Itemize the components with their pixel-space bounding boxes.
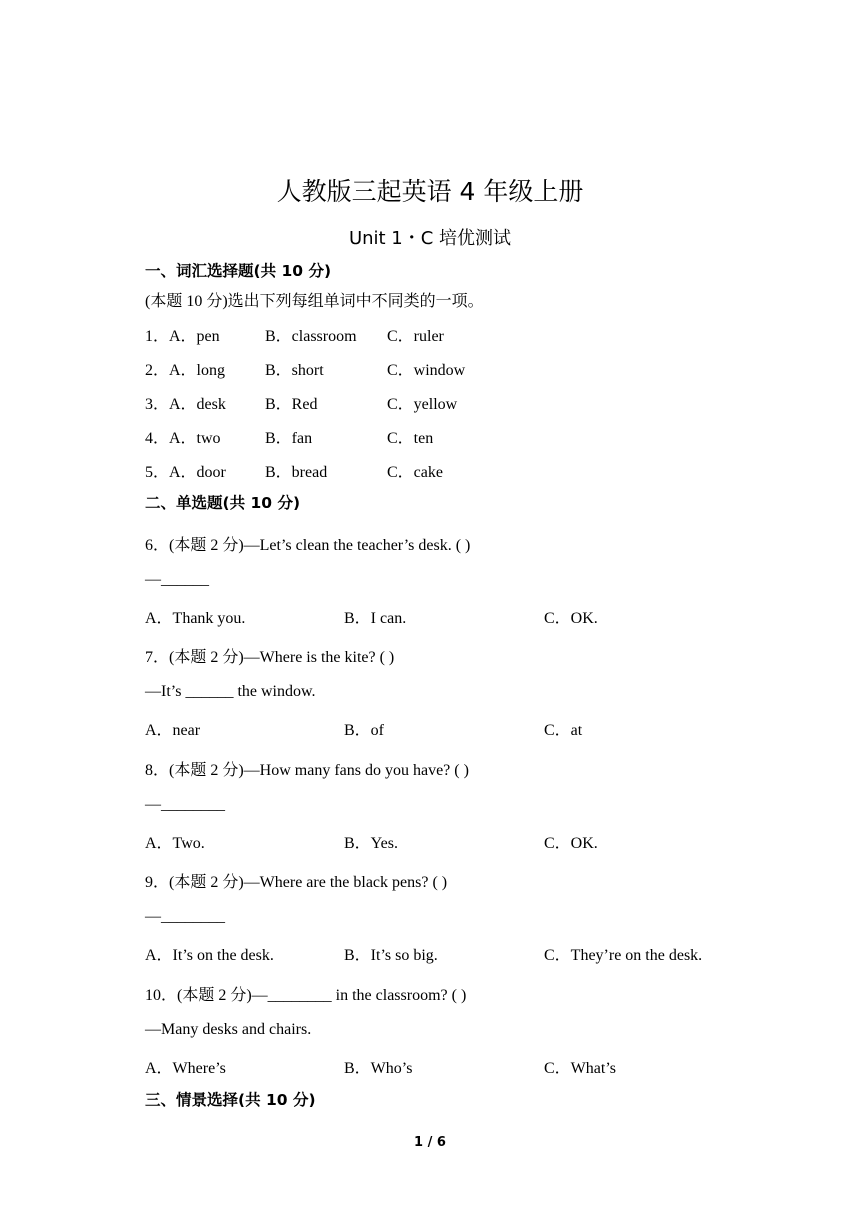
question-8-stem: 8．(本题 2 分)—How many fans do you have? ( ) xyxy=(145,762,469,779)
question-4-option-c: C．ten xyxy=(387,430,434,447)
question-9-response: —________ xyxy=(145,908,225,925)
question-9-option-c: C．They’re on the desk. xyxy=(544,947,703,964)
question-8-option-a: A．Two. xyxy=(145,835,205,852)
question-10-option-c: C．What’s xyxy=(544,1060,616,1077)
question-10-stem: 10．(本题 2 分)—________ in the classroom? ( ) xyxy=(145,987,467,1004)
question-7-option-c: C．at xyxy=(544,722,583,739)
question-8-option-c: C．OK. xyxy=(544,835,598,852)
question-10-option-b: B．Who’s xyxy=(344,1060,413,1077)
question-7-stem: 7．(本题 2 分)—Where is the kite? ( ) xyxy=(145,649,395,666)
question-8-option-b: B．Yes. xyxy=(344,835,398,852)
question-6-stem: 6．(本题 2 分)—Let’s clean the teacher’s desk. ( ) xyxy=(145,537,471,554)
question-9-stem: 9．(本题 2 分)—Where are the black pens? ( ) xyxy=(145,874,448,891)
question-1-option-c: C．ruler xyxy=(387,328,444,345)
question-6-option-c: C．OK. xyxy=(544,610,598,627)
question-10-option-a: A．Where’s xyxy=(145,1060,226,1077)
section-heading-vocabulary: 一、词汇选择题(共 10 分) xyxy=(145,262,332,280)
question-2-option-a: 2．A．long xyxy=(145,362,226,379)
page-number: 1 / 6 xyxy=(414,1135,446,1150)
section-heading-situational-choice: 三、情景选择(共 10 分) xyxy=(145,1091,316,1109)
section-heading-single-choice: 二、单选题(共 10 分) xyxy=(145,494,301,512)
question-6-response: —______ xyxy=(145,571,209,588)
question-8-response: —________ xyxy=(145,796,225,813)
question-5-option-c: C．cake xyxy=(387,464,443,481)
question-7-option-b: B．of xyxy=(344,722,385,739)
question-5-option-a: 5．A．door xyxy=(145,464,226,481)
question-2-option-b: B．short xyxy=(265,362,324,379)
question-3-option-b: B．Red xyxy=(265,396,318,413)
question-7-option-a: A．near xyxy=(145,722,201,739)
question-6-option-a: A．Thank you. xyxy=(145,610,246,627)
question-3-option-c: C．yellow xyxy=(387,396,458,413)
question-10-response: —Many desks and chairs. xyxy=(145,1021,312,1038)
document-subtitle: Unit 1・C 培优测试 xyxy=(348,228,512,249)
section-instruction: (本题 10 分)选出下列每组单词中不同类的一项。 xyxy=(145,293,484,310)
question-1-option-a: 1．A．pen xyxy=(145,328,220,345)
question-4-option-a: 4．A．two xyxy=(145,430,221,447)
question-6-option-b: B．I can. xyxy=(344,610,407,627)
question-5-option-b: B．bread xyxy=(265,464,328,481)
question-9-option-a: A．It’s on the desk. xyxy=(145,947,274,964)
question-2-option-c: C．window xyxy=(387,362,466,379)
question-7-response: —It’s ______ the window. xyxy=(145,683,316,700)
question-9-option-b: B．It’s so big. xyxy=(344,947,438,964)
question-3-option-a: 3．A．desk xyxy=(145,396,226,413)
document-title: 人教版三起英语 4 年级上册 xyxy=(276,177,584,206)
question-4-option-b: B．fan xyxy=(265,430,313,447)
question-1-option-b: B．classroom xyxy=(265,328,357,345)
